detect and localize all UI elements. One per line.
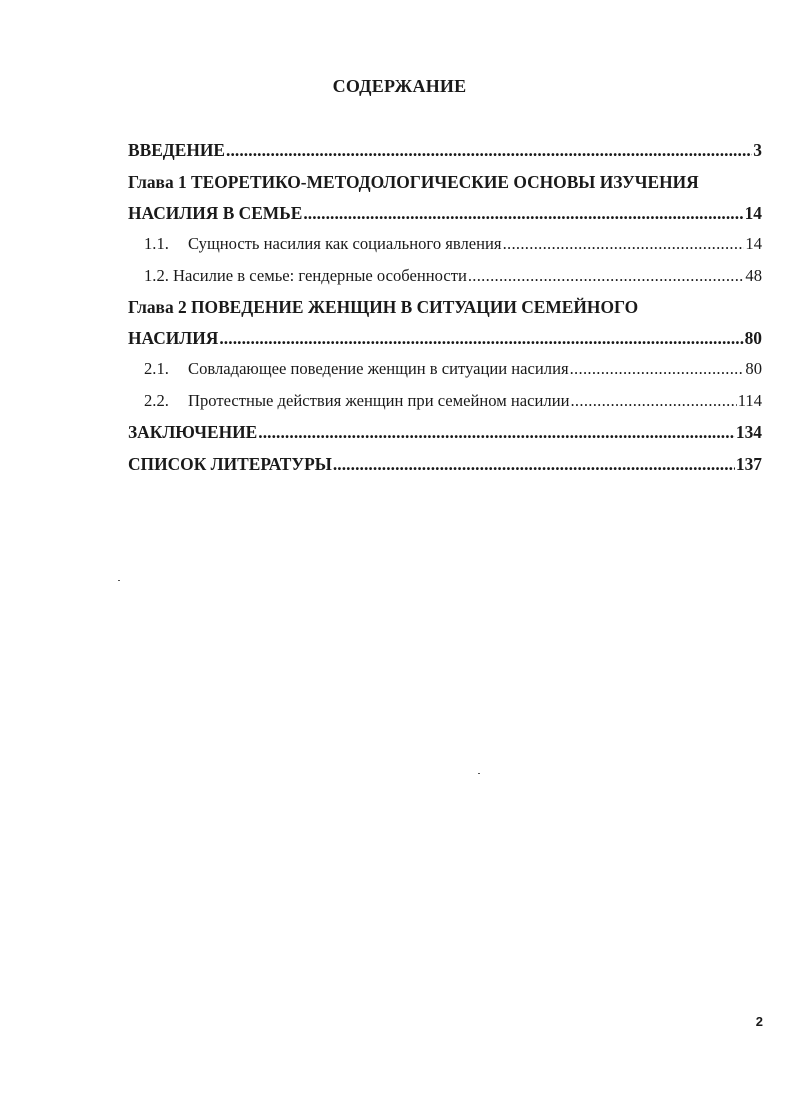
dot-leader [258,421,735,443]
toc-entry-page: 14 [745,234,762,253]
toc-entry-label: ВВЕДЕНИЕ [128,140,226,160]
toc-entry-page: 14 [744,203,762,223]
section-number: 2.2. [144,391,169,410]
toc-entry-label: Сущность насилия как социального явления [188,234,502,253]
toc-entry-page: 134 [735,422,762,442]
toc-chapter-title: Глава 1 ТЕОРЕТИКО-МЕТОДОЛОГИЧЕСКИЕ ОСНОВЫ ИЗУЧЕНИЯ [128,172,699,192]
dot-leader [570,358,745,380]
dot-leader [226,139,752,161]
toc-entry-page: 80 [745,359,762,378]
toc-entry-label: 1.2. Насилие в семье: гендерные особенности [144,266,467,285]
toc-entry-page: 137 [735,454,762,474]
toc-entry-section-1-1[interactable] [128,233,762,255]
toc-entry-section-1-2[interactable] [128,265,762,287]
toc-entry-intro[interactable] [128,139,762,161]
toc-entry-label: ЗАКЛЮЧЕНИЕ [128,422,258,442]
section-number: 2.1. [144,359,169,378]
dot-leader [303,202,743,224]
page-title: СОДЕРЖАНИЕ [332,76,467,96]
toc-entry-section-2-2[interactable] [128,390,762,412]
dot-leader [219,327,743,349]
dot-leader [570,390,736,412]
section-number: 1.1. [144,234,169,253]
toc-chapter-title: Глава 2 ПОВЕДЕНИЕ ЖЕНЩИН В СИТУАЦИИ СЕМЕЙНОГО [128,297,639,317]
toc-entry-label: НАСИЛИЯ [128,328,219,348]
toc-chapter1-heading[interactable] [128,171,762,193]
toc-entry-chapter2[interactable] [128,327,762,349]
toc-entry-page: 114 [737,391,762,410]
toc-entry-label: Протестные действия женщин при семейном насилии [188,391,570,410]
page-number: 2 [755,1014,763,1029]
toc-entry-conclusion[interactable] [128,421,762,443]
toc-entry-page: 80 [744,328,762,348]
toc-entry-references[interactable] [128,453,762,475]
scan-speck [118,580,120,581]
toc-entry-label: Совладающее поведение женщин в ситуации насилия [188,359,569,378]
toc-entry-section-2-1[interactable] [128,358,762,380]
toc-entry-label: СПИСОК ЛИТЕРАТУРЫ [128,454,332,474]
toc-entry-chapter1[interactable] [128,202,762,224]
toc-entry-label: НАСИЛИЯ В СЕМЬЕ [128,203,303,223]
toc-entry-page: 48 [745,266,762,285]
toc-entry-page: 3 [753,140,762,160]
toc-chapter2-heading[interactable] [128,296,762,318]
dot-leader [333,453,735,475]
dot-leader [503,233,745,255]
scan-speck [478,773,480,774]
dot-leader [468,265,745,287]
